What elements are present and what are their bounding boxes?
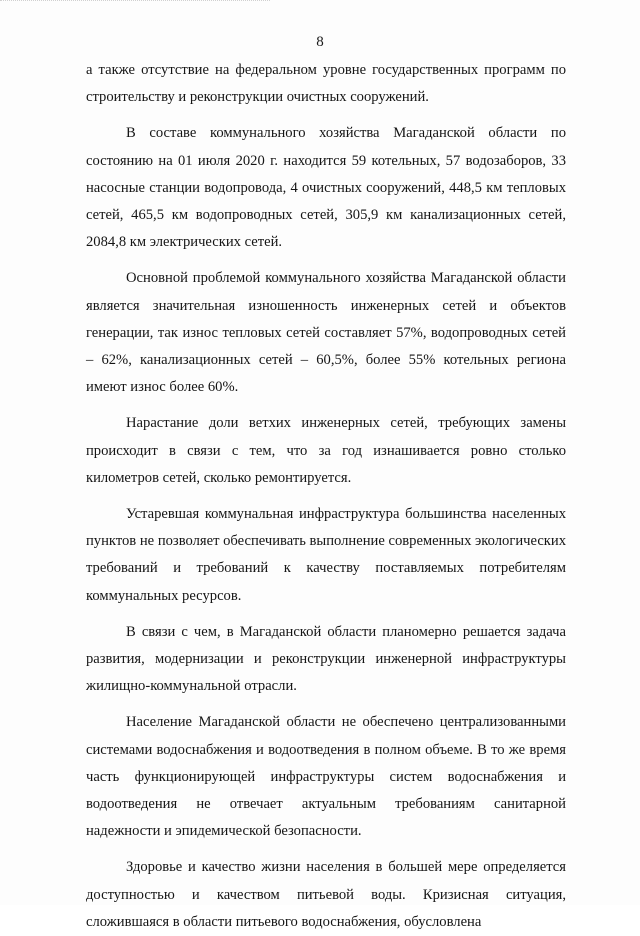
paragraph-modernization: В связи с чем, в Магаданской области планомерно решается задача развития, модернизации и реконструкции инженерной инфраструктуры жилищно-коммунальной отрасли.	[86, 623, 566, 695]
paragraph-outdated-infrastructure: Устаревшая коммунальная инфраструктура большинства населенных пунктов не позволяет обеспечивать выполнение современных экологических требований и требований к качеству поставляемых потребителям коммунальных ресурсов.	[86, 506, 566, 604]
body-text	[86, 57, 566, 936]
paragraph-utilities-composition: В составе коммунального хозяйства Магаданской области по состоянию на 01 июля 2020 г. находится 59 котельных, 57 водозаборов, 33 насосные станции водопровода, 4 очистных сооружений, 448,5 км тепловых сетей, 465,5 км водопроводных сетей, 305,9 км канализационных сетей, 2084,8 км электрических сетей.	[86, 125, 566, 251]
page-number: 8	[316, 34, 324, 50]
scan-artifact-line	[0, 0, 270, 4]
paragraph-main-problem: Основной проблемой коммунального хозяйства Магаданской области является значительная изношенность инженерных сетей и объектов генерации, так износ тепловых сетей составляет 57%, водопроводных сетей – 62%, канализационных сетей – 60,5%, более 55% котельных региона имеют износ более 60%.	[86, 270, 566, 396]
paragraph-water-supply: Население Магаданской области не обеспечено централизованными системами водоснабжения и водоотведения в полном объеме. В то же время часть функционирующей инфраструктуры систем водоснабжения и водоотведения не отвечает актуальным требованиям санитарной надежности и эпидемической безопасности.	[86, 714, 566, 840]
paragraph-aging-networks: Нарастание доли ветхих инженерных сетей, требующих замены происходит в связи с тем, что за год изнашивается ровно столько километров сетей, сколько ремонтируется.	[86, 415, 566, 486]
paragraph-drinking-water: Здоровье и качество жизни населения в большей мере определяется доступностью и качеством питьевой воды. Кризисная ситуация, сложившаяся в области питьевого водоснабжения, обусловлена	[86, 859, 566, 930]
paragraph-continuation: а также отсутствие на федеральном уровне государственных программ по строительству и реконструкции очистных сооружений.	[86, 62, 566, 106]
